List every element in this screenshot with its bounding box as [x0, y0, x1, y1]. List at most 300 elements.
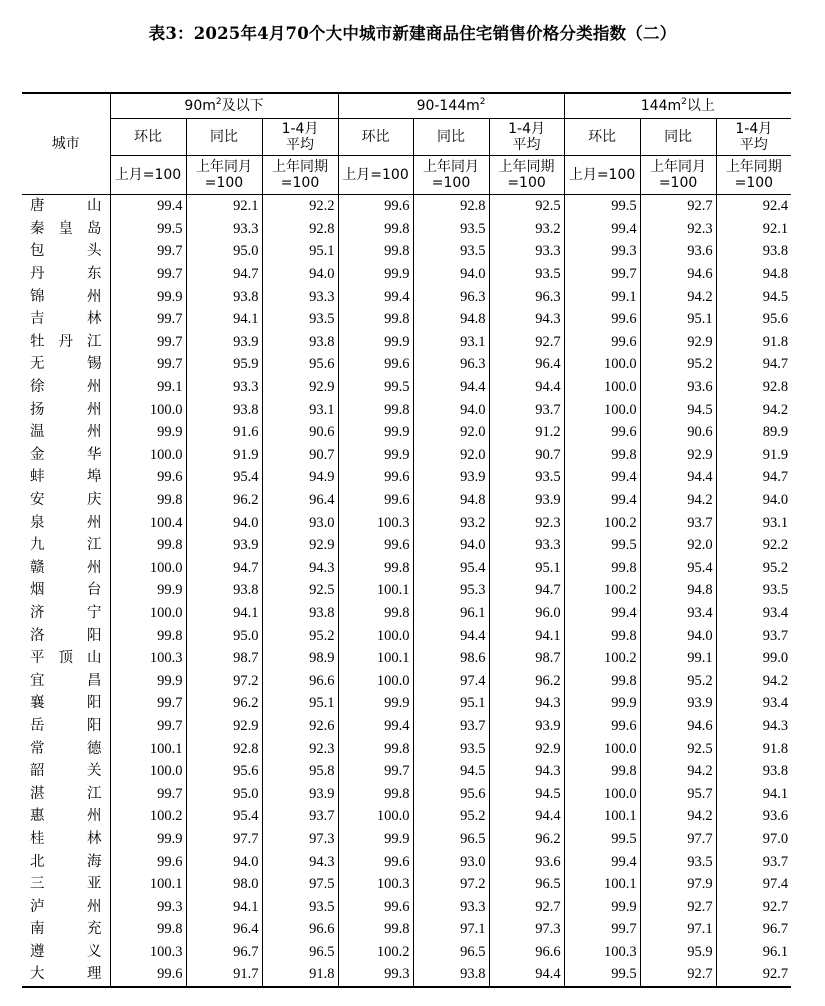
index-value: 94.0 [413, 398, 489, 421]
index-value: 92.5 [262, 579, 338, 602]
index-value: 92.7 [640, 895, 716, 918]
index-value: 99.3 [338, 963, 413, 987]
index-value: 96.3 [413, 285, 489, 308]
index-value: 94.1 [186, 895, 262, 918]
table-row [22, 805, 791, 828]
city-name: 徐州 [22, 376, 110, 399]
index-value: 94.5 [716, 285, 791, 308]
index-value: 99.4 [564, 489, 640, 512]
index-value: 95.1 [640, 308, 716, 331]
city-name: 包头 [22, 240, 110, 263]
index-value: 99.8 [338, 737, 413, 760]
subheader-avg: 1-4月 平均 [489, 119, 564, 156]
index-value: 93.7 [413, 715, 489, 738]
index-value: 99.3 [110, 895, 186, 918]
index-value: 95.2 [413, 805, 489, 828]
index-value: 96.6 [489, 941, 564, 964]
city-name: 温州 [22, 421, 110, 444]
index-value: 99.8 [564, 669, 640, 692]
index-value: 94.3 [489, 760, 564, 783]
index-value: 92.5 [489, 195, 564, 218]
index-value: 99.8 [110, 534, 186, 557]
base-mom: 上月=100 [110, 156, 186, 195]
city-column-header: 城市 [22, 93, 110, 195]
table-row [22, 760, 791, 783]
index-value: 96.1 [413, 602, 489, 625]
index-value: 92.7 [489, 895, 564, 918]
index-value: 95.1 [413, 692, 489, 715]
base-mom: 上月=100 [338, 156, 413, 195]
index-value: 99.9 [110, 285, 186, 308]
index-value: 95.1 [262, 240, 338, 263]
index-value: 99.5 [110, 218, 186, 241]
index-value: 98.6 [413, 647, 489, 670]
index-value: 100.2 [564, 511, 640, 534]
index-value: 94.0 [262, 263, 338, 286]
index-value: 94.2 [640, 760, 716, 783]
index-value: 94.8 [640, 579, 716, 602]
city-name: 无锡 [22, 353, 110, 376]
index-value: 99.7 [110, 715, 186, 738]
index-value: 94.3 [262, 850, 338, 873]
index-value: 99.1 [110, 376, 186, 399]
table-row [22, 941, 791, 964]
index-value: 98.7 [489, 647, 564, 670]
table-row [22, 737, 791, 760]
table-row [22, 308, 791, 331]
index-value: 99.5 [564, 963, 640, 987]
index-value: 97.2 [186, 669, 262, 692]
index-value: 93.6 [640, 376, 716, 399]
index-value: 97.4 [413, 669, 489, 692]
index-value: 100.1 [110, 873, 186, 896]
index-value: 99.8 [564, 444, 640, 467]
index-value: 99.7 [110, 782, 186, 805]
index-value: 95.4 [413, 557, 489, 580]
index-value: 94.1 [716, 782, 791, 805]
index-value: 92.1 [716, 218, 791, 241]
index-value: 100.0 [564, 353, 640, 376]
index-value: 99.5 [564, 195, 640, 218]
table-row [22, 715, 791, 738]
index-value: 100.0 [564, 398, 640, 421]
index-value: 94.8 [413, 489, 489, 512]
city-name: 常德 [22, 737, 110, 760]
index-value: 92.3 [640, 218, 716, 241]
index-value: 95.0 [186, 240, 262, 263]
index-value: 93.9 [640, 692, 716, 715]
index-value: 99.0 [716, 647, 791, 670]
index-value: 91.8 [716, 737, 791, 760]
index-value: 93.5 [262, 308, 338, 331]
index-value: 93.5 [413, 218, 489, 241]
index-value: 99.7 [110, 308, 186, 331]
index-value: 92.4 [716, 195, 791, 218]
city-name: 宜昌 [22, 669, 110, 692]
table-row [22, 918, 791, 941]
index-value: 99.9 [338, 421, 413, 444]
index-value: 94.4 [489, 963, 564, 987]
index-value: 94.2 [716, 669, 791, 692]
city-name: 襄阳 [22, 692, 110, 715]
index-value: 93.3 [413, 895, 489, 918]
index-value: 93.8 [716, 240, 791, 263]
index-value: 99.6 [338, 850, 413, 873]
index-value: 93.3 [186, 218, 262, 241]
index-value: 94.1 [186, 602, 262, 625]
index-value: 93.3 [262, 285, 338, 308]
index-value: 94.3 [716, 715, 791, 738]
index-value: 94.5 [640, 398, 716, 421]
table-row [22, 240, 791, 263]
table-row [22, 353, 791, 376]
index-value: 96.4 [186, 918, 262, 941]
index-value: 97.4 [716, 873, 791, 896]
table-row [22, 489, 791, 512]
index-value: 100.0 [338, 669, 413, 692]
index-value: 96.3 [489, 285, 564, 308]
city-name: 锦州 [22, 285, 110, 308]
index-value: 99.5 [564, 828, 640, 851]
index-value: 95.4 [640, 557, 716, 580]
index-value: 93.8 [262, 331, 338, 354]
index-value: 94.8 [413, 308, 489, 331]
index-value: 94.0 [186, 511, 262, 534]
index-value: 94.5 [413, 760, 489, 783]
index-value: 94.4 [413, 376, 489, 399]
index-value: 94.7 [716, 353, 791, 376]
index-value: 94.5 [489, 782, 564, 805]
city-name: 牡丹江 [22, 331, 110, 354]
table-row [22, 331, 791, 354]
table-row [22, 285, 791, 308]
index-value: 100.0 [110, 557, 186, 580]
index-value: 93.7 [489, 398, 564, 421]
index-value: 98.7 [186, 647, 262, 670]
index-value: 90.7 [262, 444, 338, 467]
index-value: 93.7 [262, 805, 338, 828]
city-name: 桂林 [22, 828, 110, 851]
index-value: 95.4 [186, 805, 262, 828]
index-value: 98.0 [186, 873, 262, 896]
index-value: 100.2 [564, 647, 640, 670]
table-row [22, 466, 791, 489]
index-value: 99.9 [564, 895, 640, 918]
index-value: 92.1 [186, 195, 262, 218]
index-value: 94.7 [716, 466, 791, 489]
index-value: 92.5 [640, 737, 716, 760]
index-value: 92.2 [716, 534, 791, 557]
index-value: 91.7 [186, 963, 262, 987]
index-value: 91.8 [716, 331, 791, 354]
index-value: 99.4 [564, 850, 640, 873]
table-row [22, 263, 791, 286]
city-name: 湛江 [22, 782, 110, 805]
index-value: 99.7 [338, 760, 413, 783]
index-value: 93.7 [716, 624, 791, 647]
index-value: 93.1 [413, 331, 489, 354]
index-value: 100.0 [338, 624, 413, 647]
index-value: 91.2 [489, 421, 564, 444]
index-value: 99.9 [110, 669, 186, 692]
index-value: 93.9 [489, 489, 564, 512]
index-value: 99.8 [338, 308, 413, 331]
index-value: 99.7 [564, 263, 640, 286]
index-value: 96.4 [489, 353, 564, 376]
index-value: 96.1 [716, 941, 791, 964]
index-value: 92.9 [640, 444, 716, 467]
index-value: 92.0 [413, 421, 489, 444]
index-value: 99.6 [338, 534, 413, 557]
index-value: 99.8 [338, 218, 413, 241]
index-value: 99.8 [338, 782, 413, 805]
index-value: 95.2 [716, 557, 791, 580]
index-value: 93.9 [186, 534, 262, 557]
index-value: 93.6 [489, 850, 564, 873]
index-value: 91.9 [186, 444, 262, 467]
index-value: 92.9 [262, 376, 338, 399]
index-value: 96.4 [262, 489, 338, 512]
index-value: 89.9 [716, 421, 791, 444]
index-value: 92.3 [489, 511, 564, 534]
index-value: 99.8 [338, 918, 413, 941]
index-value: 99.9 [110, 579, 186, 602]
index-value: 100.2 [564, 579, 640, 602]
index-value: 93.5 [716, 579, 791, 602]
index-value: 91.8 [262, 963, 338, 987]
index-value: 93.3 [489, 240, 564, 263]
index-value: 93.8 [262, 602, 338, 625]
index-value: 100.1 [110, 737, 186, 760]
base-yoy: 上年同月 =100 [186, 156, 262, 195]
index-value: 94.4 [413, 624, 489, 647]
subheader-yoy: 同比 [186, 119, 262, 156]
index-value: 97.1 [640, 918, 716, 941]
index-value: 90.7 [489, 444, 564, 467]
index-value: 92.9 [640, 331, 716, 354]
index-value: 99.6 [564, 421, 640, 444]
city-name: 唐山 [22, 195, 110, 218]
city-name: 岳阳 [22, 715, 110, 738]
index-value: 99.8 [564, 760, 640, 783]
index-value: 93.4 [716, 692, 791, 715]
index-value: 99.9 [338, 263, 413, 286]
index-value: 100.0 [338, 805, 413, 828]
index-value: 93.1 [262, 398, 338, 421]
city-name: 蚌埠 [22, 466, 110, 489]
index-value: 93.4 [716, 602, 791, 625]
index-value: 97.2 [413, 873, 489, 896]
base-avg: 上年同期 =100 [489, 156, 564, 195]
index-value: 98.9 [262, 647, 338, 670]
index-value: 94.1 [489, 624, 564, 647]
city-name: 秦皇岛 [22, 218, 110, 241]
index-value: 100.0 [110, 760, 186, 783]
index-value: 100.3 [564, 941, 640, 964]
subheader-yoy: 同比 [640, 119, 716, 156]
index-value: 93.1 [716, 511, 791, 534]
index-value: 93.5 [489, 466, 564, 489]
index-value: 99.6 [564, 715, 640, 738]
table-row [22, 895, 791, 918]
index-value: 99.6 [338, 466, 413, 489]
index-value: 100.4 [110, 511, 186, 534]
index-value: 99.4 [564, 602, 640, 625]
index-value: 97.0 [716, 828, 791, 851]
index-value: 92.8 [716, 376, 791, 399]
city-name: 平顶山 [22, 647, 110, 670]
city-name: 安庆 [22, 489, 110, 512]
group-header-large: $144m^2$以上 [564, 93, 791, 119]
index-value: 94.7 [186, 263, 262, 286]
index-value: 99.7 [110, 331, 186, 354]
index-value: 93.2 [489, 218, 564, 241]
index-value: 99.8 [338, 602, 413, 625]
index-value: 100.3 [110, 941, 186, 964]
city-name: 遵义 [22, 941, 110, 964]
city-name: 惠州 [22, 805, 110, 828]
subheader-yoy: 同比 [413, 119, 489, 156]
index-value: 90.6 [640, 421, 716, 444]
index-value: 100.1 [564, 873, 640, 896]
index-value: 100.1 [338, 579, 413, 602]
index-value: 95.6 [186, 760, 262, 783]
index-value: 100.2 [110, 805, 186, 828]
base-yoy: 上年同月 =100 [413, 156, 489, 195]
index-value: 99.9 [110, 421, 186, 444]
city-name: 三亚 [22, 873, 110, 896]
index-value: 99.3 [564, 240, 640, 263]
index-value: 97.3 [262, 828, 338, 851]
index-value: 93.5 [640, 850, 716, 873]
index-value: 99.8 [110, 624, 186, 647]
table-row [22, 195, 791, 218]
index-value: 94.3 [262, 557, 338, 580]
index-value: 92.6 [262, 715, 338, 738]
index-value: 94.0 [413, 263, 489, 286]
index-value: 99.9 [338, 444, 413, 467]
index-value: 97.7 [186, 828, 262, 851]
index-value: 90.6 [262, 421, 338, 444]
index-value: 96.3 [413, 353, 489, 376]
index-value: 94.0 [413, 534, 489, 557]
index-value: 92.8 [262, 218, 338, 241]
index-value: 94.4 [489, 376, 564, 399]
index-value: 93.8 [186, 579, 262, 602]
index-value: 92.8 [413, 195, 489, 218]
city-name: 北海 [22, 850, 110, 873]
index-value: 93.9 [413, 466, 489, 489]
base-avg: 上年同期 =100 [262, 156, 338, 195]
index-value: 97.7 [640, 828, 716, 851]
table-row [22, 376, 791, 399]
index-value: 92.0 [413, 444, 489, 467]
city-name: 丹东 [22, 263, 110, 286]
index-value: 95.1 [262, 692, 338, 715]
index-value: 93.9 [186, 331, 262, 354]
index-value: 93.7 [640, 511, 716, 534]
city-name: 赣州 [22, 557, 110, 580]
index-value: 99.9 [564, 692, 640, 715]
index-value: 94.6 [640, 263, 716, 286]
index-value: 100.1 [564, 805, 640, 828]
index-value: 94.0 [640, 624, 716, 647]
index-value: 93.5 [489, 263, 564, 286]
city-name: 金华 [22, 444, 110, 467]
index-value: 100.0 [110, 398, 186, 421]
index-value: 93.5 [413, 737, 489, 760]
table-row [22, 828, 791, 851]
base-avg: 上年同期 =100 [716, 156, 791, 195]
index-value: 96.2 [489, 669, 564, 692]
index-value: 99.8 [110, 918, 186, 941]
index-value: 96.7 [186, 941, 262, 964]
index-value: 95.2 [640, 669, 716, 692]
index-value: 93.3 [489, 534, 564, 557]
index-value: 95.9 [640, 941, 716, 964]
index-value: 99.6 [338, 353, 413, 376]
index-value: 95.6 [413, 782, 489, 805]
table-row [22, 647, 791, 670]
city-name: 济宁 [22, 602, 110, 625]
index-value: 96.2 [489, 828, 564, 851]
table-row [22, 444, 791, 467]
index-value: 95.7 [640, 782, 716, 805]
table-row [22, 218, 791, 241]
index-value: 96.5 [489, 873, 564, 896]
index-value: 95.9 [186, 353, 262, 376]
index-value: 99.6 [110, 466, 186, 489]
table-row [22, 782, 791, 805]
table-row [22, 534, 791, 557]
index-value: 94.2 [640, 805, 716, 828]
index-value: 95.3 [413, 579, 489, 602]
index-value: 93.5 [413, 240, 489, 263]
index-value: 93.8 [413, 963, 489, 987]
index-value: 96.0 [489, 602, 564, 625]
index-value: 99.8 [338, 240, 413, 263]
index-value: 93.9 [262, 782, 338, 805]
city-name: 大理 [22, 963, 110, 987]
index-value: 94.7 [489, 579, 564, 602]
index-value: 99.9 [338, 692, 413, 715]
subheader-avg: 1-4月 平均 [716, 119, 791, 156]
index-value: 92.3 [262, 737, 338, 760]
index-value: 96.2 [186, 489, 262, 512]
index-value: 95.4 [186, 466, 262, 489]
index-value: 99.9 [110, 828, 186, 851]
index-value: 97.9 [640, 873, 716, 896]
index-value: 100.1 [338, 647, 413, 670]
group-header-medium: $90-144m^2$ [338, 93, 564, 119]
index-value: 95.6 [262, 353, 338, 376]
page-title: 表3：2025年4月70个大中城市新建商品住宅销售价格分类指数（二） [148, 24, 677, 43]
index-value: 94.4 [640, 466, 716, 489]
index-value: 92.7 [489, 331, 564, 354]
index-value: 93.3 [186, 376, 262, 399]
index-value: 95.2 [640, 353, 716, 376]
table-row [22, 850, 791, 873]
index-value: 97.5 [262, 873, 338, 896]
index-value: 100.0 [564, 376, 640, 399]
index-value: 94.8 [716, 263, 791, 286]
table-row [22, 624, 791, 647]
index-value: 93.6 [716, 805, 791, 828]
index-value: 99.5 [338, 376, 413, 399]
subheader-avg: 1-4月 平均 [262, 119, 338, 156]
table-row [22, 557, 791, 580]
index-value: 94.6 [640, 715, 716, 738]
